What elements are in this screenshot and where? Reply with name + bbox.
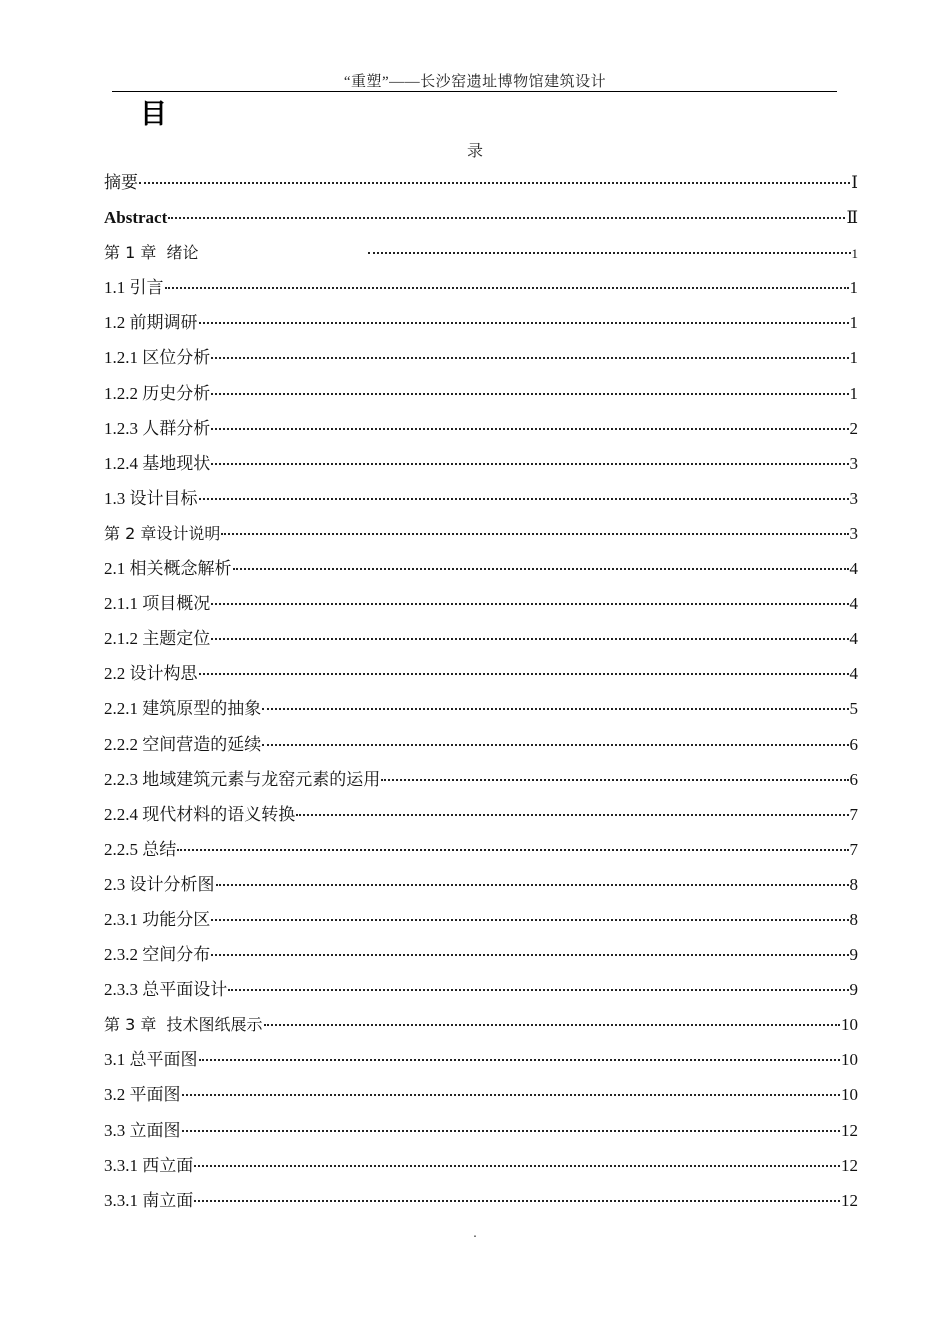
toc-entry[interactable] (104, 832, 858, 867)
toc-entry-label: 2.1 相关概念解析 (104, 559, 232, 579)
toc-entry-label: 2.2.4 现代材料的语义转换 (104, 804, 296, 824)
dot-leader (221, 533, 848, 535)
toc-entry-chapter-3[interactable] (104, 1007, 858, 1042)
toc-entry[interactable] (104, 727, 858, 762)
footer-mark: . (473, 1226, 477, 1241)
dot-leader (211, 638, 848, 640)
toc-entry[interactable] (104, 656, 858, 691)
toc-entry-label: 3.2 平面图 (104, 1085, 181, 1105)
toc-title-char-1: 目 (140, 99, 167, 130)
toc-entry[interactable] (104, 691, 858, 726)
toc-entry-label: 1.2.1 区位分析 (104, 348, 211, 368)
toc-entry[interactable] (104, 411, 858, 446)
dot-leader (199, 322, 849, 324)
toc-entry-label: 第 1 章 绪论 (104, 243, 199, 263)
toc-entry-page: 3 (849, 453, 858, 473)
toc-entry-label: 3.3.1 西立面 (104, 1155, 194, 1175)
dot-leader (211, 919, 848, 921)
toc-entry-page: 4 (849, 664, 858, 684)
dot-leader (228, 989, 848, 991)
toc-entry[interactable] (104, 1077, 858, 1112)
toc-entry-page: 9 (849, 980, 858, 1000)
toc-entry-label: 1.1 引言 (104, 278, 164, 298)
toc-entry-label: 2.2.2 空间营造的延续 (104, 734, 262, 754)
dot-leader (211, 428, 848, 430)
dot-leader (381, 779, 848, 781)
dot-leader (211, 603, 848, 605)
toc-entry-page: 3 (849, 523, 858, 543)
dot-leader (139, 182, 850, 184)
dot-leader (211, 954, 848, 956)
toc-entry-label: 摘要 (104, 173, 138, 192)
toc-entry-label: 1.3 设计目标 (104, 488, 198, 508)
dot-leader (368, 252, 851, 254)
toc-entry-page: 1 (849, 348, 858, 368)
table-of-contents (104, 165, 858, 1218)
dot-leader (296, 814, 848, 816)
running-header: “重塑”——长沙窑遗址博物馆建筑设计 (343, 74, 607, 90)
toc-entry[interactable] (104, 376, 858, 411)
toc-entry-page: 6 (849, 769, 858, 789)
toc-entry-page: 7 (849, 804, 858, 824)
dot-leader (194, 1200, 840, 1202)
toc-entry-page: 1 (849, 383, 858, 403)
toc-entry[interactable] (104, 305, 858, 340)
toc-entry-label: 2.3.3 总平面设计 (104, 980, 228, 1000)
dot-leader (199, 498, 849, 500)
dot-leader (216, 884, 849, 886)
toc-entry-page: 8 (849, 874, 858, 894)
toc-entry-page: 12 (841, 1120, 858, 1140)
toc-entry-page: 10 (841, 1085, 858, 1105)
toc-entry-page: 12 (841, 1155, 858, 1175)
toc-entry-page: Ⅱ (846, 208, 858, 228)
dot-leader (182, 1130, 841, 1132)
toc-entry[interactable] (104, 937, 858, 972)
toc-entry-page: 9 (849, 945, 858, 965)
dot-leader (211, 463, 848, 465)
toc-entry[interactable] (104, 797, 858, 832)
header-rule (112, 91, 837, 92)
toc-entry-label: 2.2.3 地域建筑元素与龙窑元素的运用 (104, 769, 381, 789)
toc-entry[interactable] (104, 340, 858, 375)
dot-leader (233, 568, 849, 570)
toc-entry-label: 2.2 设计构思 (104, 664, 198, 684)
toc-entry[interactable] (104, 1183, 858, 1218)
toc-entry-page: 1 (851, 246, 858, 262)
toc-entry[interactable] (104, 1042, 858, 1077)
toc-entry-label: 1.2 前期调研 (104, 313, 198, 333)
toc-entry[interactable] (104, 762, 858, 797)
toc-entry-chapter-1[interactable] (104, 235, 858, 270)
toc-entry-label: 1.2.4 基地现状 (104, 453, 211, 473)
toc-entry-label: 2.2.1 建筑原型的抽象 (104, 699, 262, 719)
toc-entry-page: 4 (849, 594, 858, 614)
toc-entry[interactable] (104, 270, 858, 305)
dot-leader (264, 1024, 840, 1026)
toc-entry-label: Abstract (104, 208, 168, 228)
toc-entry-abstract-cn[interactable] (104, 165, 858, 200)
toc-title-char-2: 录 (466, 143, 483, 160)
toc-entry-page: 6 (849, 734, 858, 754)
dot-leader (262, 708, 848, 710)
toc-entry-page: 4 (849, 559, 858, 579)
toc-entry-page: 12 (841, 1190, 858, 1210)
toc-entry-page: 5 (849, 699, 858, 719)
toc-entry[interactable] (104, 972, 858, 1007)
toc-entry-label: 3.3.1 南立面 (104, 1190, 194, 1210)
toc-entry[interactable] (104, 1113, 858, 1148)
toc-entry-page: 10 (841, 1050, 858, 1070)
dot-leader (182, 1094, 841, 1096)
toc-entry-label: 2.1.2 主题定位 (104, 629, 211, 649)
toc-entry-page: 7 (849, 839, 858, 859)
toc-entry[interactable] (104, 586, 858, 621)
toc-entry-page: 1 (849, 278, 858, 298)
dot-leader (199, 673, 849, 675)
toc-entry-label: 1.2.2 历史分析 (104, 383, 211, 403)
toc-entry-label: 第 2 章设计说明 (104, 523, 221, 543)
dot-leader (211, 357, 848, 359)
toc-entry-page: Ⅰ (851, 173, 858, 192)
toc-entry[interactable] (104, 1148, 858, 1183)
dot-leader (165, 287, 849, 289)
toc-entry[interactable] (104, 867, 858, 902)
toc-entry-label: 2.3.1 功能分区 (104, 909, 211, 929)
toc-entry-page: 8 (849, 909, 858, 929)
toc-entry-page: 2 (849, 418, 858, 438)
toc-entry[interactable] (104, 481, 858, 516)
dot-leader (211, 393, 848, 395)
dot-leader (262, 744, 848, 746)
toc-entry-label: 1.2.3 人群分析 (104, 418, 211, 438)
toc-entry-label: 第 3 章 技术图纸展示 (104, 1015, 263, 1035)
toc-entry-chapter-2[interactable] (104, 516, 858, 551)
toc-entry[interactable] (104, 446, 858, 481)
toc-entry-label: 2.1.1 项目概况 (104, 594, 211, 614)
toc-entry[interactable] (104, 621, 858, 656)
toc-entry-label: 3.3 立面图 (104, 1120, 181, 1140)
dot-leader (168, 217, 845, 219)
toc-entry-abstract-en[interactable] (104, 200, 858, 235)
toc-entry-page: 4 (849, 629, 858, 649)
toc-entry-label: 2.3 设计分析图 (104, 874, 215, 894)
toc-entry-page: 1 (849, 313, 858, 333)
dot-leader (194, 1165, 840, 1167)
toc-entry-page: 10 (841, 1015, 858, 1035)
dot-leader (177, 849, 848, 851)
toc-entry[interactable] (104, 551, 858, 586)
toc-entry[interactable] (104, 902, 858, 937)
toc-entry-label: 3.1 总平面图 (104, 1050, 198, 1070)
toc-entry-page: 3 (849, 488, 858, 508)
toc-entry-label: 2.3.2 空间分布 (104, 945, 211, 965)
toc-entry-label: 2.2.5 总结 (104, 839, 177, 859)
dot-leader (199, 1059, 841, 1061)
